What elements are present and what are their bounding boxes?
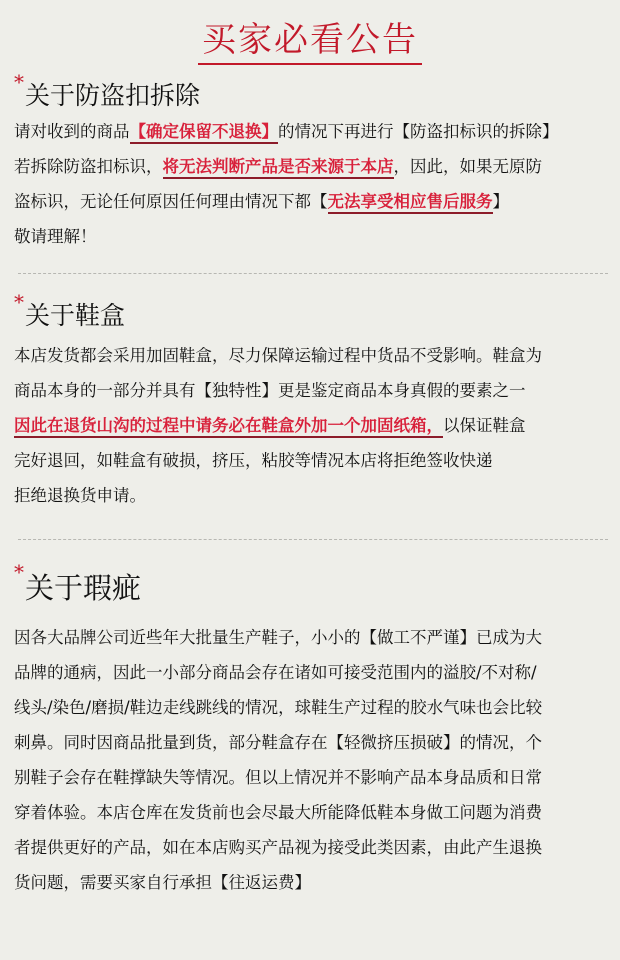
text-segment: 拒绝退换货申请。 (14, 486, 146, 505)
text-segment: 请对收到的商品 (14, 122, 130, 141)
text-segment: 刺鼻。同时因商品批量到货，部分鞋盒存在【轻微挤压损破】的情况，个 (14, 733, 542, 752)
text-line (14, 865, 614, 900)
text-segment: 以保证鞋盒 (443, 416, 526, 435)
highlighted-text: 将无法判断产品是否来源于本店 (163, 157, 394, 179)
text-segment: 穿着体验。本店仓库在发货前也会尽最大所能降低鞋本身做工问题为消费 (14, 803, 542, 822)
text-line (14, 338, 614, 373)
section-heading-anti-theft: *关于防盗扣拆除 (14, 70, 201, 110)
asterisk-icon: * (14, 560, 24, 584)
text-segment: 完好退回，如鞋盒有破损，挤压，粘胶等情况本店将拒绝签收快递 (14, 451, 493, 470)
text-line (14, 620, 614, 655)
text-line (14, 725, 614, 760)
asterisk-icon: * (14, 70, 24, 94)
text-line (14, 830, 614, 865)
section-body-defects (14, 620, 614, 900)
text-segment: 若拆除防盗扣标识， (14, 157, 163, 176)
text-segment: 】 (492, 192, 509, 211)
text-line (14, 760, 614, 795)
text-line (14, 478, 614, 513)
section-body-anti-theft (14, 114, 614, 254)
text-segment: 因各大品牌公司近些年大批量生产鞋子，小小的【做工不严谨】已成为大 (14, 628, 542, 647)
text-segment: 敬请理解！ (14, 227, 97, 246)
text-segment: 商品本身的一部分并具有【独特性】更是鉴定商品本身真假的要素之一 (14, 381, 526, 400)
section-heading-defects: *关于瑕疵 (14, 560, 142, 605)
section-heading-shoebox: *关于鞋盒 (14, 290, 126, 330)
text-line (14, 655, 614, 690)
text-line (14, 149, 614, 184)
text-line (14, 184, 614, 219)
text-line (14, 690, 614, 725)
text-line (14, 373, 614, 408)
page-title (0, 12, 620, 65)
text-segment: 盗标识，无论任何原因任何理由情况下都【 (14, 192, 328, 211)
highlighted-text: 无法享受相应售后服务 (328, 192, 493, 214)
text-line (14, 114, 614, 149)
text-line (14, 219, 614, 254)
asterisk-icon: * (14, 290, 24, 314)
page-title-text: 买家必看公告 (198, 12, 422, 65)
text-segment: 品牌的通病，因此一小部分商品会存在诸如可接受范围内的溢胶/不对称/ (14, 663, 537, 682)
section-divider (18, 273, 608, 274)
text-segment: 的情况下再进行【防盗扣标识的拆除】 (278, 122, 559, 141)
text-line (14, 795, 614, 830)
text-segment: 者提供更好的产品，如在本店购买产品视为接受此类因素，由此产生退换 (14, 838, 542, 857)
text-segment: 线头/染色/磨损/鞋边走线跳线的情况，球鞋生产过程的胶水气味也会比较 (14, 698, 543, 717)
text-line (14, 408, 614, 443)
section-divider (18, 539, 608, 540)
highlighted-text: 因此在退货山沟的过程中请务必在鞋盒外加一个加固纸箱， (14, 416, 443, 438)
text-line (14, 443, 614, 478)
text-segment: 本店发货都会采用加固鞋盒，尽力保障运输过程中货品不受影响。鞋盒为 (14, 346, 542, 365)
text-segment: 货问题，需要买家自行承担【往返运费】 (14, 873, 311, 892)
text-segment: 别鞋子会存在鞋撑缺失等情况。但以上情况并不影响产品本身品质和日常 (14, 768, 542, 787)
highlighted-text: 【确定保留不退换】 (130, 122, 279, 144)
section-body-shoebox (14, 338, 614, 513)
text-segment: ，因此，如果无原防 (393, 157, 542, 176)
